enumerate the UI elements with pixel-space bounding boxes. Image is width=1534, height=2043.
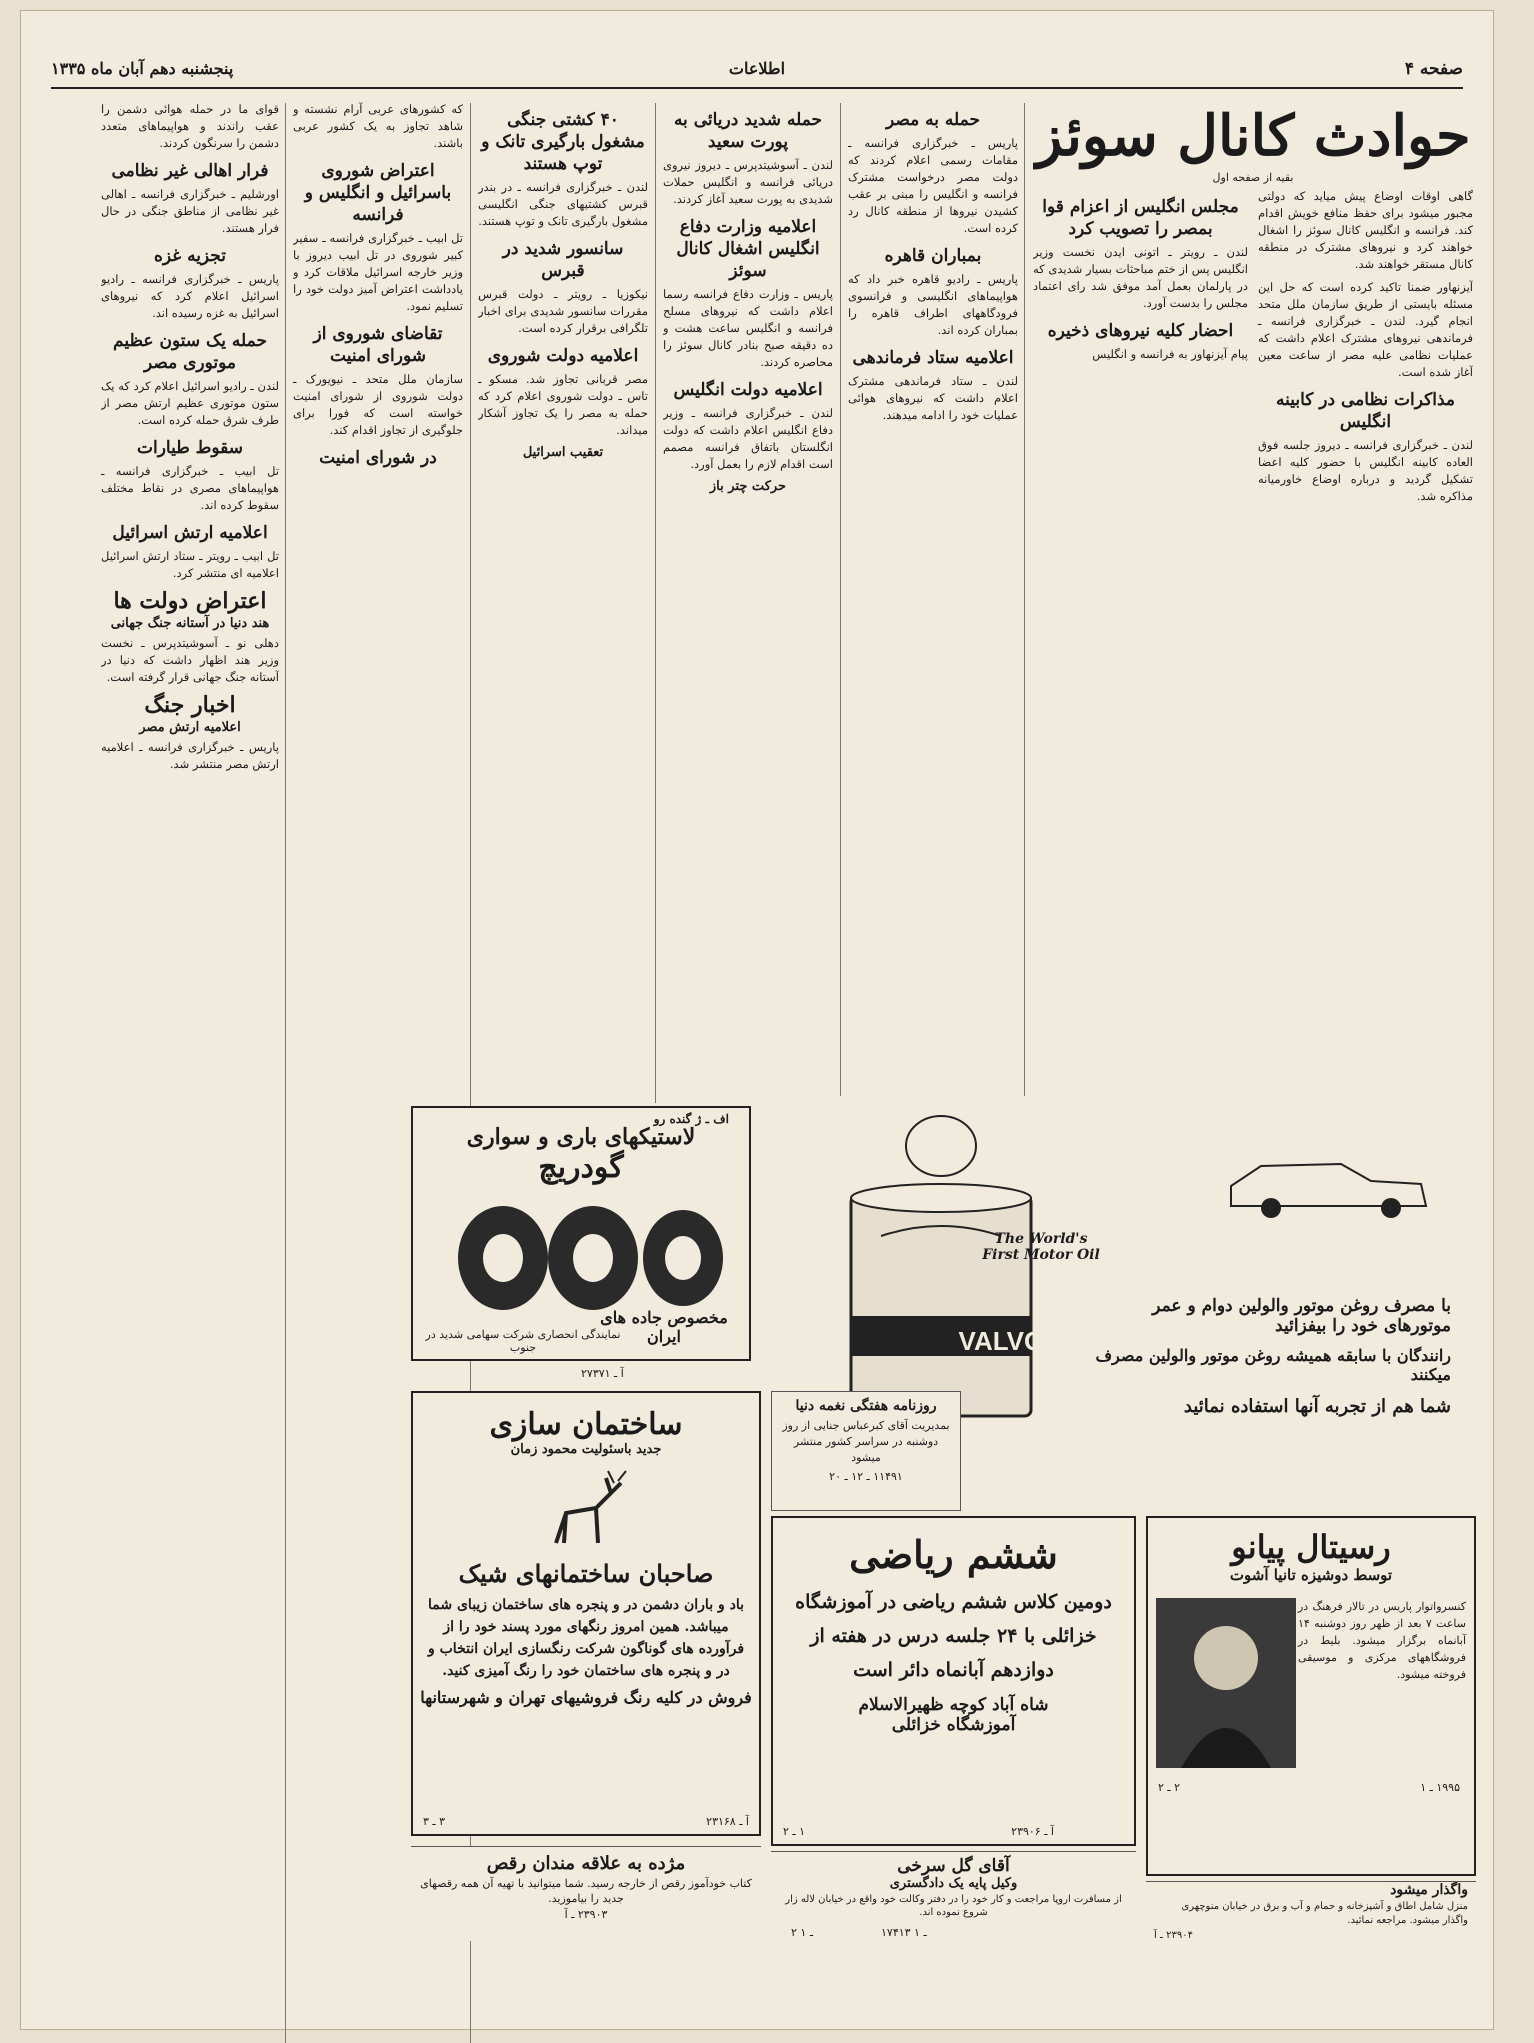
command-text: لندن ـ ستاد فرماندهی مشترک اعلام داشت که نیروهای هوائی عملیات خود را ادامه میدهند. xyxy=(848,374,1018,422)
valvoline-badge: The World's First Motor Oil xyxy=(982,1231,1100,1263)
transfer-title: واگذار میشود xyxy=(1390,1882,1468,1898)
egypt-army-text: پاریس ـ خبرگزاری فرانسه ـ اعلامیه ارتش مصر منتشر شد. xyxy=(101,740,279,771)
soviet-protest-text: تل ابیب ـ خبرگزاری فرانسه ـ سفیر کبیر شوروی در تل ابیب دیروز با وزیر خارجه اسرائیل ملاقات کرد و یادداشت اعتراض آمیز دولت خود را تسلیم نمود. xyxy=(293,231,463,313)
valvoline-slogan-2: رانندگان با سابقه همیشه روغن موتور والولین مصرف میکنند xyxy=(1095,1346,1451,1384)
israel-army-headline: اعلامیه ارتش اسرائیل xyxy=(112,523,268,543)
command-headline: اعلامیه ستاد فرماندهی xyxy=(852,348,1014,368)
building-sub: جدید باسئولیت محمود زمان xyxy=(510,1442,662,1457)
parliament-text: لندن ـ رویتر ـ اتونی ایدن نخست وزیر انگلیس پس از ختم مباحثات بسیار شدیدی که در پارلمان بعمل آمد موفق شد رای اعتماد مجلس را بدست آورد. xyxy=(1033,245,1248,310)
column-attack xyxy=(848,101,1018,1081)
dance-text: کتاب خودآموز رقص از خارجه رسید. شما میتوانید با تهیه آن همه رقصهای جدید را بیاموزید. xyxy=(420,1877,752,1905)
canal-occupation-headline: اعلامیه وزارت دفاع انگلیس اشغال کانال سوئز xyxy=(676,217,820,281)
house-transfer-ad xyxy=(1146,1881,1476,1951)
pianist-photo xyxy=(1156,1598,1296,1768)
recital-code-2: ۲ ـ ۲ xyxy=(1158,1781,1181,1794)
soviet-statement-headline: اعلامیه دولت شوروی xyxy=(487,346,639,366)
uk-statement-headline: اعلامیه دولت انگلیس xyxy=(673,380,823,400)
math-title: ششم ریاضی xyxy=(849,1532,1058,1577)
goodrich-code: آ ـ ۲۷۳۷۱ xyxy=(581,1367,624,1380)
lawyer-text: از مسافرت اروپا مراجعت و کار خود را در دفتر وکالت خود واقع در خیابان لاله زار شروع نموده اند. xyxy=(785,1894,1122,1918)
gaza-text: پاریس ـ خبرگزاری فرانسه ـ رادیو اسرائیل اعلام کرد که نیروهای اسرائیل به غزه رسیده اند. xyxy=(101,272,279,320)
recital-text: کنسرواتوار پاریس در تالار فرهنگ در ساعت ۷ بعد از ظهر روز دوشنبه ۱۴ آبانماه برگزار میشود. بلیط در فروشگاههای مرکزی و موسیقی فروخته میشود. xyxy=(1298,1600,1466,1681)
pianist-portrait-icon xyxy=(1156,1598,1296,1768)
canal-occupation-text: پاریس ـ وزارت دفاع فرانسه رسما اعلام داشت که نیروهای مسلح فرانسه و انگلیس ساعت هشت و ده دقیقه صبح بنادر کانال سوئز را محاصره کردند. xyxy=(663,287,833,369)
civilians-headline: فرار اهالی غیر نظامی xyxy=(111,161,269,181)
attack-headline: حمله به مصر xyxy=(886,110,980,130)
weekly-paper-ad xyxy=(771,1391,961,1511)
goodrich-tire-ad xyxy=(411,1106,751,1361)
uk-statement-text: لندن ـ خبرگزاری فرانسه ـ وزیر دفاع انگلیس اعلام داشت که دولت انگلستان باتفاق فرانسه مصمم است اقدام لازم را بعمل آورد. xyxy=(663,406,833,471)
cairo-bombing-headline: بمباران قاهره xyxy=(884,246,982,266)
aircraft-text: تل ابیب ـ خبرگزاری فرانسه ـ هواپیماهای مصری در نقاط مختلف سقوط کرده اند. xyxy=(101,464,279,512)
aircraft-headline: سقوط طیارات xyxy=(136,438,244,458)
india-headline: هند دنیا در آستانه جنگ جهانی xyxy=(110,616,270,631)
valvoline-can-illustration xyxy=(791,1106,1121,1436)
lawyer-sub: وکیل پایه یک دادگستری xyxy=(889,1876,1018,1891)
weekly-text: بمدیریت آقای کبرعباس جنایی از روز دوشنبه در سراسر کشور منتشر میشود xyxy=(782,1419,950,1464)
math-text: دومین کلاس ششم ریاضی در آموزشگاه خزائلی با ۲۴ جلسه درس در هفته از دوازدهم آبانماه دائر است xyxy=(795,1591,1112,1681)
lawyer-code: ۱۷۴۱۳ ـ ۱ xyxy=(881,1926,927,1939)
dance-code: ۲۳۹۰۳ ـ آ xyxy=(564,1908,608,1921)
lead-headline: حوادث کانال سوئز xyxy=(1035,103,1471,169)
valvoline-slogan-1: با مصرف روغن موتور والولین دوام و عمر موتورهای خود را بیفزائید xyxy=(1152,1296,1451,1336)
car-truck-illustration xyxy=(1221,1126,1451,1246)
column-israel xyxy=(101,101,279,2021)
arab-countries-text: که کشورهای عربی آرام نشسته و شاهد تجاوز به یک کشور عربی باشند. xyxy=(293,102,463,150)
cabinet-text: لندن ـ خبرگزاری فرانسه ـ دیروز جلسه فوق العاده کابینه انگلیس با حضور کلیه اعضا تشکیل گردید و درباره اوضاع خاورمیانه مذاکره شد. xyxy=(1258,438,1473,503)
tires-illustration xyxy=(433,1203,733,1313)
recital-performer: توسط دوشیزه تانیا آشوت xyxy=(1229,1566,1393,1584)
goodrich-brand: گودریچ xyxy=(538,1150,624,1185)
column-rule xyxy=(1024,103,1025,1103)
warships-text: لندن ـ خبرگزاری فرانسه ـ در بندر قبرس کشتیهای جنگی انگلیسی مشغول بارگیری تانک و توپ هستند. xyxy=(478,180,648,228)
lawyer-title: آقای گل سرخی xyxy=(897,1856,1010,1876)
column-rule xyxy=(285,103,286,2043)
dance-title: مژده به علاقه مندان رقص xyxy=(486,1853,686,1874)
port-said-headline: حمله شدید دریائی به پورت سعید xyxy=(673,110,823,152)
lead-body: آیزنهاور ضمنا تاکید کرده است که حل این مسئله بایستی از طریق سازمان ملل متحد انجام گیرد. لندن ـ خبرگزاری فرانسه ـ فرماندهی نیروهای مشترک اعلام داشت که عملیات نظامی علیه مصر از ساعت معین آغاز شده است. xyxy=(1258,280,1473,379)
attack-text: پاریس ـ خبرگزاری فرانسه ـ مقامات رسمی اعلام کردند که دولت مصر درخواست مشترک فرانسه و انگلیس را مبنی بر عقب کشیدن نیروها از منطقه کانال رد کرده است. xyxy=(848,136,1018,235)
port-said-text: لندن ـ آسوشیتدپرس ـ دیروز نیروی دریائی فرانسه و انگلیس حملات شدیدی به پورت سعید آغاز کردند. xyxy=(663,158,833,206)
lead-continuation: بقیه از صفحه اول xyxy=(1212,171,1294,184)
recital-title: رسیتال پیانو xyxy=(1231,1528,1391,1566)
war-news-headline: اخبار جنگ xyxy=(144,692,236,718)
egypt-column-headline: حمله یک ستون عظیم موتوری مصر xyxy=(113,331,267,373)
transfer-code: ۲۳۹۰۴ ـ آ xyxy=(1154,1930,1193,1941)
math-code: آ ـ ۲۳۹۰۶ xyxy=(1011,1825,1054,1838)
soviet-protest-headline: اعتراض شوروی باسرائیل و انگلیس و فرانسه xyxy=(304,161,452,225)
weekly-code: ۱۱۴۹۱ ـ ۱۲ ـ ۲۰ xyxy=(829,1470,903,1483)
dance-book-ad xyxy=(411,1846,761,1941)
censorship-text: نیکوزیا ـ رویتر ـ دولت قبرس مقررات سانسور شدیدی برای اخبار تلگرافی برقرار کرده است. xyxy=(478,287,648,335)
goodrich-badge: اف ـ ژ گنده رو xyxy=(653,1112,729,1126)
lawyer-code-2: ۲ ـ ۱ xyxy=(791,1926,814,1939)
building-code-2: ۳ ـ ۳ xyxy=(423,1815,446,1828)
masthead xyxy=(51,55,1463,89)
soviet-request-headline: تقاضای شوروی از شورای امنیت xyxy=(313,324,443,366)
israel-pursuit-headline: تعقیب اسرائیل xyxy=(522,445,604,460)
lead-article xyxy=(1033,101,1473,1081)
column-warships xyxy=(478,101,648,1081)
page-number: صفحه ۴ xyxy=(1404,59,1463,79)
goodrich-title: لاستیکهای باری و سواری xyxy=(466,1124,696,1150)
cabinet-headline: مذاکرات نظامی در کابینه انگلیس xyxy=(1276,390,1455,432)
math-code-2: ۱ ـ ۲ xyxy=(783,1825,806,1838)
issue-date: پنجشنبه دهم آبان ماه ۱۳۳۵ xyxy=(51,59,234,78)
lead-intro: گاهی اوقات اوضاع پیش میاید که دولتی مجبور میشود برای حفظ منافع خویش اقدام کند. فرانسه و انگلیس کانال سوئز را اشغال خواهند کرد و نیروهای مشترک در منطقه کانال مستقر خواهند شد. xyxy=(1258,189,1473,271)
paratroop-headline: حرکت چتر باز xyxy=(709,479,787,494)
math-school: آموزشگاه خزائلی xyxy=(891,1715,1016,1735)
israel-army-text: تل ابیب ـ رویتر ـ ستاد ارتش اسرائیل اعلامیه ای منتشر کرد. xyxy=(101,549,279,580)
reserves-headline: احضار کلیه نیروهای ذخیره xyxy=(1047,321,1234,341)
weekly-title: روزنامه هفتگی نغمه دنیا xyxy=(795,1398,937,1414)
building-code-1: آ ـ ۲۳۱۶۸ xyxy=(706,1815,749,1828)
cairo-bombing-text: پاریس ـ رادیو قاهره خبر داد که هواپیماهای انگلیسی و فرانسوی فرودگاههای اطراف قاهره را بمباران کرده اند. xyxy=(848,272,1018,337)
soviet-statement-text: مصر قربانی تجاوز شد. مسکو ـ تاس ـ دولت شوروی اعلام کرد که حمله به مصر را یک تجاوز آشکار میداند. xyxy=(478,372,648,437)
reserves-text: پیام آیزنهاور به فرانسه و انگلیس xyxy=(1092,347,1248,361)
building-sale: فروش در کلیه رنگ فروشیهای تهران و شهرستانها xyxy=(420,1688,752,1707)
valvoline-brand: VALVOLINE xyxy=(958,1326,1104,1356)
india-text: دهلی نو ـ آسوشیتدپرس ـ نخست وزیر هند اظهار داشت که دنیا در آستانه جنگ جهانی قرار گرفته است. xyxy=(101,636,279,684)
column-rule xyxy=(655,103,656,1103)
newspaper-name: اطلاعات xyxy=(728,59,786,78)
security-council-headline: در شورای امنیت xyxy=(319,448,437,468)
warships-headline: ۴۰ کشتی جنگی مشغول بارگیری تانک و توپ هستند xyxy=(481,110,645,174)
gaza-headline: تجزیه غزه xyxy=(153,246,227,266)
parliament-headline: مجلس انگلیس از اعزام قوا بمصر را تصویب کرد xyxy=(1042,197,1239,239)
piano-recital-ad xyxy=(1146,1516,1476,1876)
egypt-army-headline: اعلامیه ارتش مصر xyxy=(139,720,241,735)
column-port-said xyxy=(663,101,833,1081)
transfer-text: منزل شامل اطاق و آشپزخانه و حمام و آب و برق در خیابان منوچهری واگذار میشود. مراجعه نمائید. xyxy=(1181,1901,1468,1926)
math-address: شاه آباد کوچه ظهیرالاسلام xyxy=(858,1695,1049,1715)
soviet-request-text: سازمان ملل متحد ـ نیویورک ـ دولت شوروی از شورای امنیت خواسته است که فورا برای جلوگیری از تجاوز اقدام کند. xyxy=(293,372,463,437)
recital-code: ۱۹۹۵ ـ ۱ xyxy=(1420,1781,1460,1794)
goodrich-slogan: مخصوص جاده های ایران xyxy=(600,1308,728,1346)
column-rule xyxy=(840,103,841,1103)
censorship-headline: سانسور شدید در قبرس xyxy=(502,239,624,281)
building-paint-ad xyxy=(411,1391,761,1836)
lawyer-ad xyxy=(771,1851,1136,1926)
newspaper-page xyxy=(20,10,1494,2030)
building-brand: ساختمان سازی xyxy=(489,1407,683,1442)
objection-headline: اعتراض دولت ها xyxy=(113,588,267,614)
civilians-text: اورشلیم ـ خبرگزاری فرانسه ـ اهالی غیر نظامی از مناطق جنگی در حال فرار هستند. xyxy=(101,187,279,235)
building-text: باد و باران دشمن در و پنجره های ساختمان زیبای شما میباشد. همین امروز رنگهای مورد پسند خود را از فرآورده های گوناگون شرکت رنگسازی ایران انتخاب و در و پنجره های ساختمان خود را رنگ آمیزی کنید. xyxy=(427,1597,745,1679)
air-attack-text: قوای ما در حمله هوائی دشمن را عقب راندند و هواپیماهای متعدد دشمن را سرنگون کردند. xyxy=(101,102,279,150)
egypt-column-text: لندن ـ رادیو اسرائیل اعلام کرد که یک ستون موتوری عظیم ارتش مصر از طرف شرق حمله کرده است. xyxy=(101,379,279,427)
building-title: صاحبان ساختمانهای شیک xyxy=(458,1559,714,1588)
deer-logo-icon xyxy=(536,1463,636,1553)
math-class-ad xyxy=(771,1516,1136,1846)
goodrich-dealer: نمایندگی انحصاری شرکت سهامی شدید در جنوب xyxy=(425,1328,621,1354)
valvoline-slogan-3: شما هم از تجربه آنها استفاده نمائید xyxy=(1183,1396,1451,1417)
